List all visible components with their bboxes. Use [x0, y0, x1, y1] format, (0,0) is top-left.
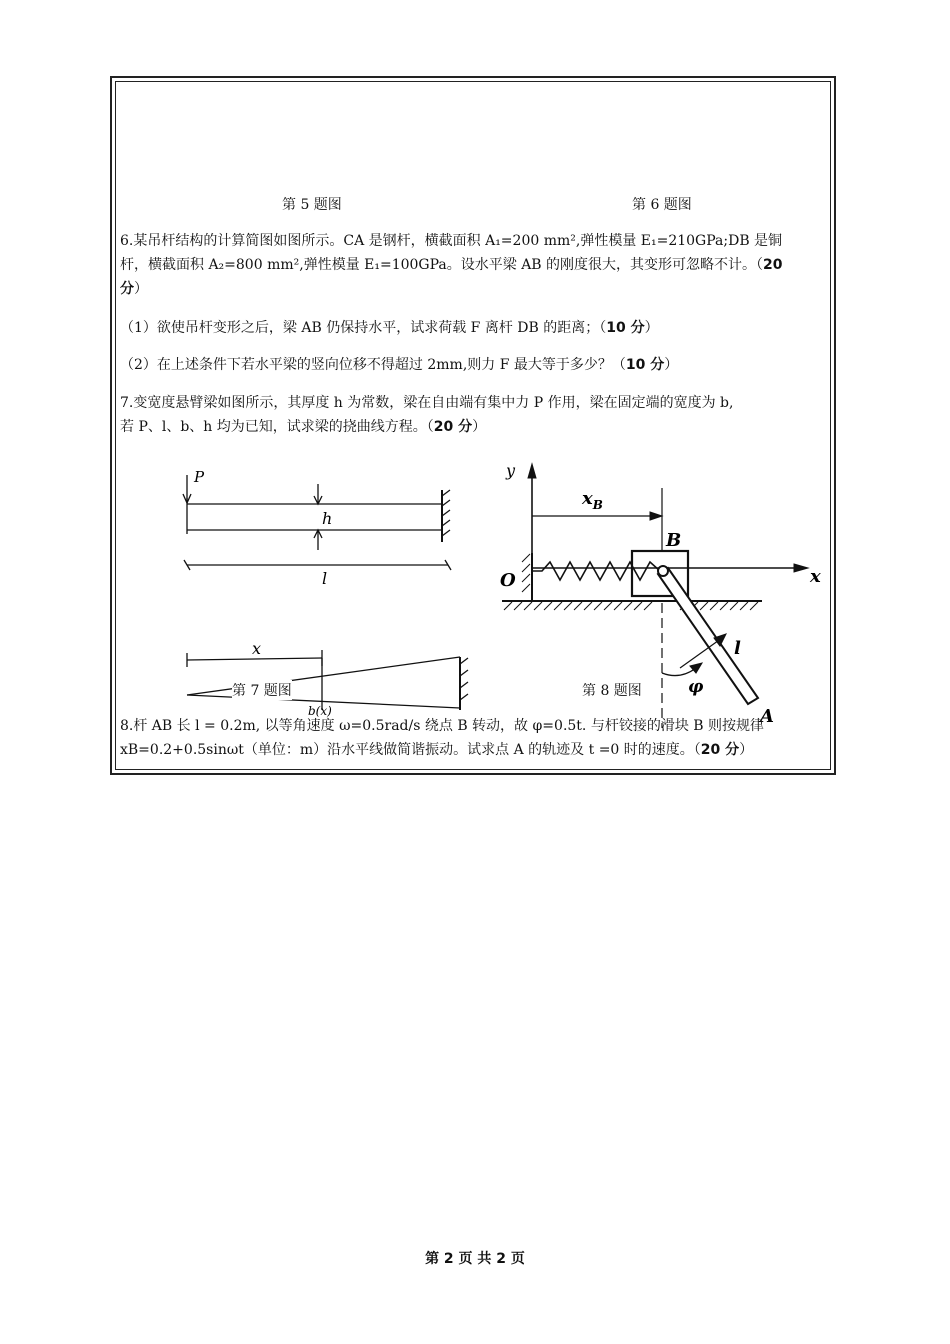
pin-b: [658, 566, 668, 576]
label-p: P: [194, 468, 205, 486]
label-bx: b(x): [308, 704, 332, 718]
q6-sub1-score: 10 分: [606, 320, 645, 336]
caption-fig6: 第 6 题图: [632, 197, 692, 213]
q7-paragraph: [120, 391, 828, 439]
q6-sub1: [120, 316, 828, 340]
q8-score: 20 分: [700, 742, 740, 758]
caption-fig7: 第 7 题图: [232, 680, 292, 700]
q7-score: 20 分: [433, 419, 473, 435]
figure-8: [490, 458, 830, 728]
q6-score-unit: 分: [120, 281, 134, 297]
q6-sub1-end: ）: [644, 320, 659, 336]
q8-line1: 8.杆 AB 长 l = 0.2m, 以等角速度 ω=0.5rad/s 绕点 B 转动，故 φ=0.5t. 与杆铰接的滑块 B 则按规律: [120, 718, 765, 734]
label-phi: φ: [688, 677, 704, 697]
q6-sub2: [120, 353, 828, 377]
q7-end: ）: [472, 419, 487, 435]
label-b: B: [666, 530, 682, 551]
taper-top-edge: [187, 657, 460, 695]
q6-sub2-end: ）: [664, 357, 679, 373]
label-l: l: [322, 569, 328, 588]
q6-line2: 杆，横截面积 A₂=800 mm²,弹性模量 E₁=100GPa。设水平梁 AB 的刚度很大，其变形可忽略不计。（: [120, 257, 764, 273]
rod-ab: [658, 568, 758, 704]
q6-score: 20: [763, 257, 783, 273]
spring: [532, 562, 660, 580]
q8-end: ）: [739, 742, 754, 758]
q6-line1: 6.某吊杆结构的计算简图如图所示。CA 是钢杆，横截面积 A₁=200 mm²,弹性模量 E₁=210GPa;DB 是铜: [120, 233, 783, 249]
q8-line2: xB=0.2+0.5sinωt（单位：m）沿水平线做简谐振动。试求点 A 的轨迹及 t =0 时的速度。（: [120, 742, 701, 758]
q6-sub2-text: （2）在上述条件下若水平梁的竖向位移不得超过 2mm,则力 F 最大等于多少？（: [120, 357, 626, 373]
q7-line2: 若 P、l、b、h 均为已知，试求梁的挠曲线方程。（: [120, 419, 434, 435]
dimension-x: [187, 658, 322, 660]
q6-line3: ）: [134, 281, 148, 297]
q6-sub2-score: 10 分: [625, 357, 665, 373]
figure-7: [170, 460, 470, 718]
q7-line1: 7.变宽度悬臂梁如图所示，其厚度 h 为常数，梁在自由端有集中力 P 作用，梁在固定端的宽度为 b,: [120, 395, 734, 411]
label-a: A: [760, 706, 774, 727]
label-o: O: [500, 570, 516, 591]
label-h: h: [322, 509, 333, 528]
label-x: x: [252, 639, 262, 658]
label-xb: $x_B$: [582, 488, 603, 512]
label-l-rod: l: [734, 638, 741, 659]
q8-paragraph: [120, 714, 828, 762]
angle-phi-arc: [662, 668, 696, 676]
caption-fig5: 第 5 题图: [282, 197, 342, 213]
label-y: y: [506, 461, 516, 480]
label-x-axis: x: [810, 566, 821, 587]
q6-sub1-text: （1）欲使吊杆变形之后，梁 AB 仍保持水平，试求荷载 F 离杆 DB 的距离；（: [120, 320, 607, 336]
page-footer: 第 2 页 共 2 页: [425, 1251, 525, 1267]
q6-paragraph: [120, 229, 828, 301]
caption-fig8: 第 8 题图: [582, 680, 642, 700]
